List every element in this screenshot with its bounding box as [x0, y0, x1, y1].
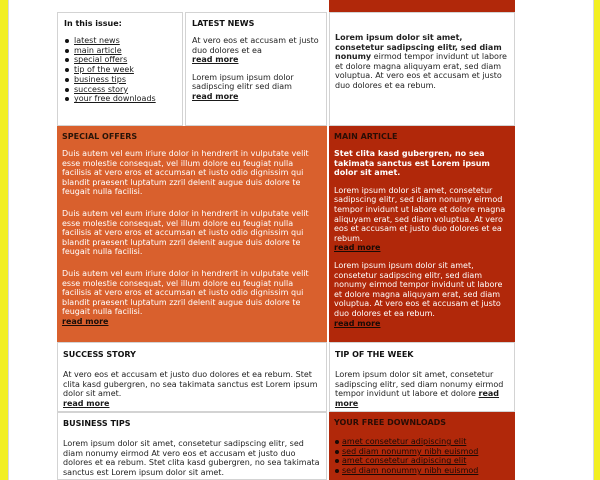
business-tips-panel: [57, 412, 327, 480]
special-offers-panel: [57, 126, 327, 342]
success-story-panel: [57, 342, 327, 412]
tip-read-more[interactable]: read more: [335, 389, 500, 408]
special-offers-paragraph: Duis autem vel eum iriure dolor in hendrerit in vulputate velit esse molestie consequat, vel illum dolore eu feugiat nulla facilisis at vero eros et accumsan et iusto odio dignissim qui blandit praesent luptatum zzril delenit augue duis dolore te feugait nulla facilisi.: [62, 149, 309, 197]
issue-link-tip-of-the-week[interactable]: tip of the week: [74, 65, 134, 75]
success-story-read-more[interactable]: read more: [63, 398, 110, 408]
download-item: [342, 447, 510, 457]
issue-link-business-tips[interactable]: business tips: [74, 74, 127, 84]
issue-item: [74, 55, 176, 65]
issue-link-free-downloads[interactable]: your free downloads: [74, 94, 156, 104]
intro-panel: [329, 12, 515, 126]
main-article-heading: MAIN ARTICLE: [334, 132, 398, 141]
downloads-list: [334, 437, 510, 476]
intro-lead: Lorem ipsum dolor sit amet, consetetur sadipscing elitr, sed diam nonumy: [335, 33, 502, 62]
latest-news-text-1: At vero eos et accusam et justo duo dolores et ea: [192, 36, 319, 55]
main-article-text-1: Lorem ipsum dolor sit amet, consetetur sadipscing elitr, sed diam nonumy eirmod tempor invidunt ut labore et dolore magna aliquyam erat, sed diam voluptua. At vero eos et accusam et justo duo dolores et ea rebum.: [334, 185, 506, 243]
main-article-lead: Stet clita kasd gubergren, no sea takimata sanctus est Lorem ipsum dolor sit amet.: [334, 149, 490, 178]
main-article-text-2: Lorem ipsum ipsum dolor sit amet, consetetur sadipscing elitr, sed diam nonumy eirmod tempor invidunt ut labore et dolore magna aliquyam erat, sed diam voluptua. At vero eos et accusam et justo duo dolores et ea rebum.: [334, 260, 503, 318]
success-story-heading: SUCCESS STORY: [63, 350, 136, 359]
downloads-panel: [329, 412, 515, 480]
tip-text: Lorem ipsum dolor sit amet, consetetur sadipscing elitr, sed diam nonumy eirmod tempor invidunt ut labore et dolore: [335, 370, 504, 399]
issue-heading: In this issue:: [64, 19, 122, 28]
issue-link-special-offers[interactable]: special offers: [74, 55, 128, 65]
main-article-panel: [329, 126, 515, 342]
special-offers-heading: SPECIAL OFFERS: [62, 132, 138, 141]
latest-news-read-more-2[interactable]: read more: [192, 91, 239, 101]
main-article-read-more-2[interactable]: read more: [334, 318, 381, 328]
download-link[interactable]: amet consetetur adipiscing elit: [342, 456, 467, 466]
downloads-heading: YOUR FREE DOWNLOADS: [334, 418, 447, 427]
business-tips-text-tail: Lorem ipsum dolor sit amet.: [111, 467, 224, 477]
business-tips-text: Lorem ipsum dolor sit amet, consetetur sadipscing elitr, sed diam nonumy eirmod At vero eos et accusam et justo duo dolores et ea rebum. Stet clita kasd gubergren, no sea takimata sanctus est: [63, 439, 320, 477]
download-link[interactable]: sed diam nonummy nibh euismod: [342, 446, 479, 456]
special-offers-read-more[interactable]: read more: [62, 316, 109, 326]
issue-link-main-article[interactable]: main article: [74, 45, 122, 55]
download-link[interactable]: sed diam nonummy nibh euismod: [342, 466, 479, 476]
main-article-read-more-1[interactable]: read more: [334, 243, 381, 253]
latest-news-panel: [185, 12, 327, 126]
intro-text: eirmod tempor invidunt ut labore et dolore magna aliquyam erat, sed diam voluptua. At vero eos et accusam et justo duo dolores et ea rebum.: [335, 52, 507, 90]
latest-news-text-2: Lorem ipsum ipsum dolor sadipscing elitr sed diam: [192, 72, 294, 92]
tip-panel: [329, 342, 515, 412]
success-story-text: At vero eos et accusam et justo duo dolores et ea rebum. Stet clita kasd gubergren, no sea takimata sanctus est Lorem ipsum dolor sit amet.: [63, 370, 318, 399]
special-offers-paragraph: Duis autem vel eum iriure dolor in hendrerit in vulputate velit esse molestie consequat, vel illum dolore eu feugiat nulla facilisis at vero eros et accumsan et iusto odio dignissim qui blandit praesent luptatum zzril delenit augue duis dolore te feugait nulla facilisi.: [62, 268, 309, 317]
issue-link-success-story[interactable]: success story: [74, 84, 129, 94]
latest-news-read-more-1[interactable]: read more: [192, 55, 239, 65]
tip-heading: TIP OF THE WEEK: [335, 350, 414, 359]
download-link[interactable]: amet consetetur adipiscing elit: [342, 437, 467, 446]
download-item: [342, 437, 510, 447]
download-item: [342, 456, 510, 466]
issue-item: [74, 94, 176, 104]
issue-list: [64, 36, 176, 104]
issue-item: [74, 75, 176, 85]
header-strip: [329, 0, 515, 12]
issue-item: [74, 36, 176, 46]
issue-item: [74, 46, 176, 56]
issue-item: [74, 65, 176, 75]
business-tips-heading: BUSINESS TIPS: [63, 419, 131, 428]
newsletter: [8, 0, 594, 480]
issue-link-latest-news[interactable]: latest news: [74, 36, 120, 45]
special-offers-paragraph: Duis autem vel eum iriure dolor in hendrerit in vulputate velit esse molestie consequat, vel illum dolore eu feugiat nulla facilisis at vero eros et accumsan et iusto odio dignissim qui blandit praesent luptatum zzril delenit augue duis dolore te feugait nulla facilisi.: [62, 208, 309, 257]
issue-item: [74, 85, 176, 95]
issue-panel: [57, 12, 183, 126]
download-item: [342, 466, 510, 476]
latest-news-heading: LATEST NEWS: [192, 19, 255, 28]
